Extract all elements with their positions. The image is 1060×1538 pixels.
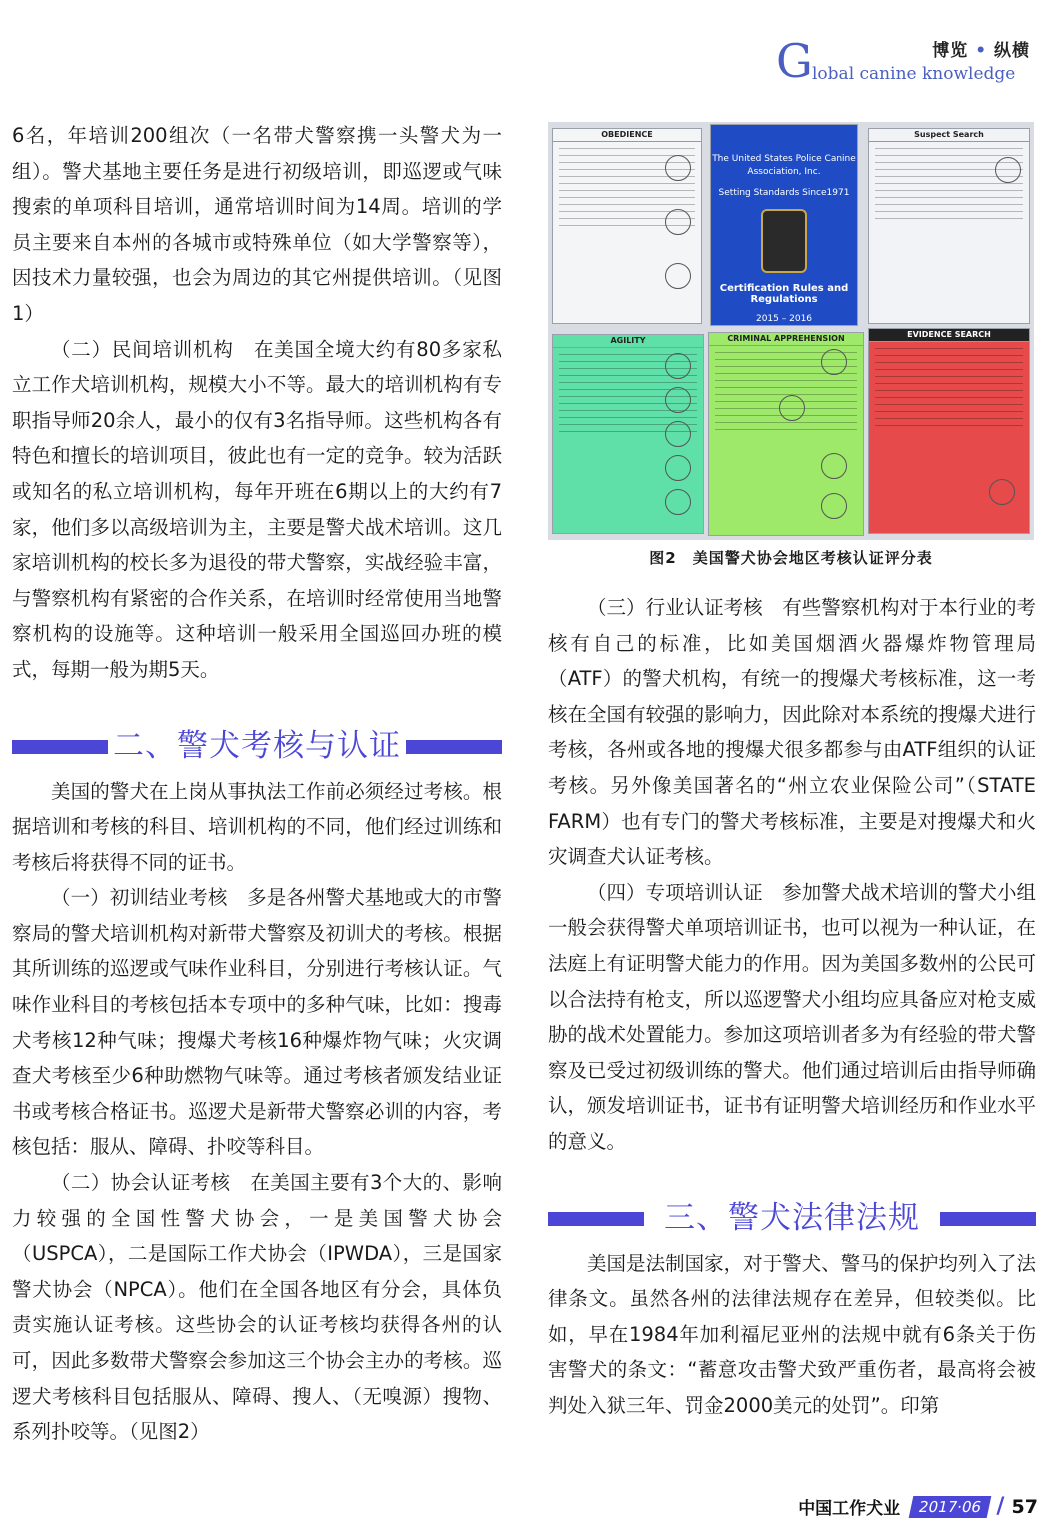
agility-title: AGILITY bbox=[553, 335, 703, 348]
uspca-rulebook-cover bbox=[710, 124, 858, 326]
right-paragraph-3: 美国是法制国家，对于警犬、警马的保护均列入了法律条文。虽然各州的法律法规存在差异，但较类似。比如，早在1984年加利福尼亚州的法规中就有6条关于伤害警犬的条文：“蓄意攻击警犬致严重伤者，最高将会被判处入狱三年、罚金2000美元的处罚”。印第 bbox=[548, 1251, 1036, 1417]
suspect-search-sheet bbox=[868, 128, 1030, 324]
right-paragraph-1: （三）行业认证考核 有些警察机构对于本行业的考核有自己的标准，比如美国烟酒火器爆炸物管理局（ATF）的警犬机构，有统一的搜爆犬考核标准，这一考核在全国有较强的影响力，因此除对本系统的搜爆犬进行考核，各州或各地的搜爆犬很多都参与由ATF组织的认证考核。另外像美国著名的“州立农业保险公司”（STATE FARM）也有专门的警犬考核标准，主要是对搜爆犬和火灾调查犬认证考核。 bbox=[548, 596, 1036, 869]
section-2-heading bbox=[12, 722, 502, 770]
brand-title-right: 纵横 bbox=[994, 41, 1030, 61]
footer-slash: / bbox=[996, 1494, 1005, 1519]
section-2-title: 二、警犬考核与认证 bbox=[113, 727, 401, 764]
left-paragraph-5: （二）协会认证考核 在美国主要有3个大的、影响力较强的全国性警犬协会，一是美国警犬协会（USPCA），二是国际工作犬协会（IPWDA），三是国家警犬协会（NPCA）。他们在全国各地区有分会，具体负责实施认证考核。这些协会的认证考核均获得各州的认可，因此多数带犬警察会参加这三个协会主办的考核。巡逻犬考核科目包括服从、障碍、搜人、（无嗅源）搜物、系列扑咬等。（见图2） bbox=[12, 1171, 502, 1444]
criminal-apprehension-title: CRIMINAL APPREHENSION bbox=[709, 333, 863, 346]
brand-subtitle: lobal canine knowledge bbox=[812, 64, 1016, 84]
agility-score-sheet bbox=[552, 334, 704, 534]
brand-dot-icon: • bbox=[975, 41, 988, 61]
obedience-title: OBEDIENCE bbox=[553, 129, 701, 142]
criminal-apprehension-sheet bbox=[708, 332, 864, 536]
figure-2-caption: 图2 美国警犬协会地区考核认证评分表 bbox=[649, 549, 933, 567]
brand-title-left: 博览 bbox=[932, 41, 969, 61]
rulebook-years: 2015 – 2016 bbox=[755, 314, 813, 324]
header-brand bbox=[776, 34, 1036, 94]
issue-date: 2017·06 bbox=[909, 1496, 992, 1518]
rulebook-org: The United States Police Canine Association, Inc. bbox=[712, 154, 856, 177]
page-number: 57 bbox=[1011, 1495, 1038, 1518]
brand-logo-g: G bbox=[776, 34, 813, 88]
section-3-heading bbox=[548, 1194, 1036, 1242]
suspect-search-title: Suspect Search bbox=[869, 129, 1029, 142]
left-paragraph-2: （二）民间培训机构 在美国全境大约有80多家私立工作犬培训机构，规模大小不等。最大的培训机构有专职指导师20余人，最小的仅有3名指导师。这些机构各有特色和擅长的培训项目，彼此也有一定的竞争。较为活跃或知名的私立培训机构，每年开班在6期以上的大约有7家，他们多以高级培训为主，主要是警犬战术培训。这几家培训机构的校长多为退役的带犬警察，实战经验丰富，与警察机构有紧密的合作关系，在培训时经常使用当地警察机构的设施等。这种培训一般采用全国巡回办班的模式，每期一般为期5天。 bbox=[12, 337, 502, 681]
left-column bbox=[12, 118, 502, 1450]
section-3-title: 三、警犬法律法规 bbox=[664, 1199, 920, 1236]
right-paragraph-2: （四）专项培训认证 参加警犬战术培训的警犬小组一般会获得警犬单项培训证书，也可以视为一种认证，在法庭上有证明警犬能力的作用。因为美国多数州的公民可以合法持有枪支，所以巡逻警犬小组均应具备应对枪支威胁的战术处置能力。参加这项培训者多为有经验的带犬警察及已受过初级训练的警犬。他们通过培训后由指导师确认，颁发培训证书，证书有证明警犬培训经历和作业水平的意义。 bbox=[548, 880, 1036, 1153]
evidence-search-sheet bbox=[868, 328, 1030, 534]
brand-column-title bbox=[932, 36, 1030, 61]
rulebook-motto: Setting Standards Since1971 bbox=[718, 188, 850, 198]
figure-2-photo bbox=[548, 122, 1034, 540]
magazine-name: 中国工作犬业 bbox=[798, 1499, 901, 1519]
evidence-search-title: EVIDENCE SEARCH bbox=[869, 329, 1029, 342]
police-dog-seal-icon bbox=[761, 209, 807, 273]
left-paragraph-3: 美国的警犬在上岗从事执法工作前必须经过考核。根据培训和考核的科目、培训机构的不同，他们经过训练和考核后将获得不同的证书。 bbox=[12, 779, 502, 874]
obedience-score-sheet bbox=[552, 128, 702, 324]
rulebook-title: Certification Rules and Regulations bbox=[719, 283, 849, 305]
page-footer bbox=[798, 1494, 1038, 1524]
left-paragraph-1: 6名，年培训200组次（一名带犬警察携一头警犬为一组）。警犬基地主要任务是进行初级培训，即巡逻或气味搜索的单项科目培训，通常培训时间为14周。培训的学员主要来自本州的各城市或特殊单位（如大学警察等），因技术力量较强，也会为周边的其它州提供培训。（见图1） bbox=[12, 124, 502, 325]
right-column bbox=[548, 590, 1036, 1423]
left-paragraph-4: （一）初训结业考核 多是各州警犬基地或大的市警察局的警犬培训机构对新带犬警察及初训犬的考核。根据其所训练的巡逻或气味作业科目，分别进行考核认证。气味作业科目的考核包括本专项中的多种气味，比如：搜毒犬考核12种气味；搜爆犬考核16种爆炸物气味；火灾调查犬考核至少6种助燃物气味等。通过考核者颁发结业证书或考核合格证书。巡逻犬是新带犬警察必训的内容，考核包括：服从、障碍、扑咬等科目。 bbox=[12, 886, 502, 1159]
